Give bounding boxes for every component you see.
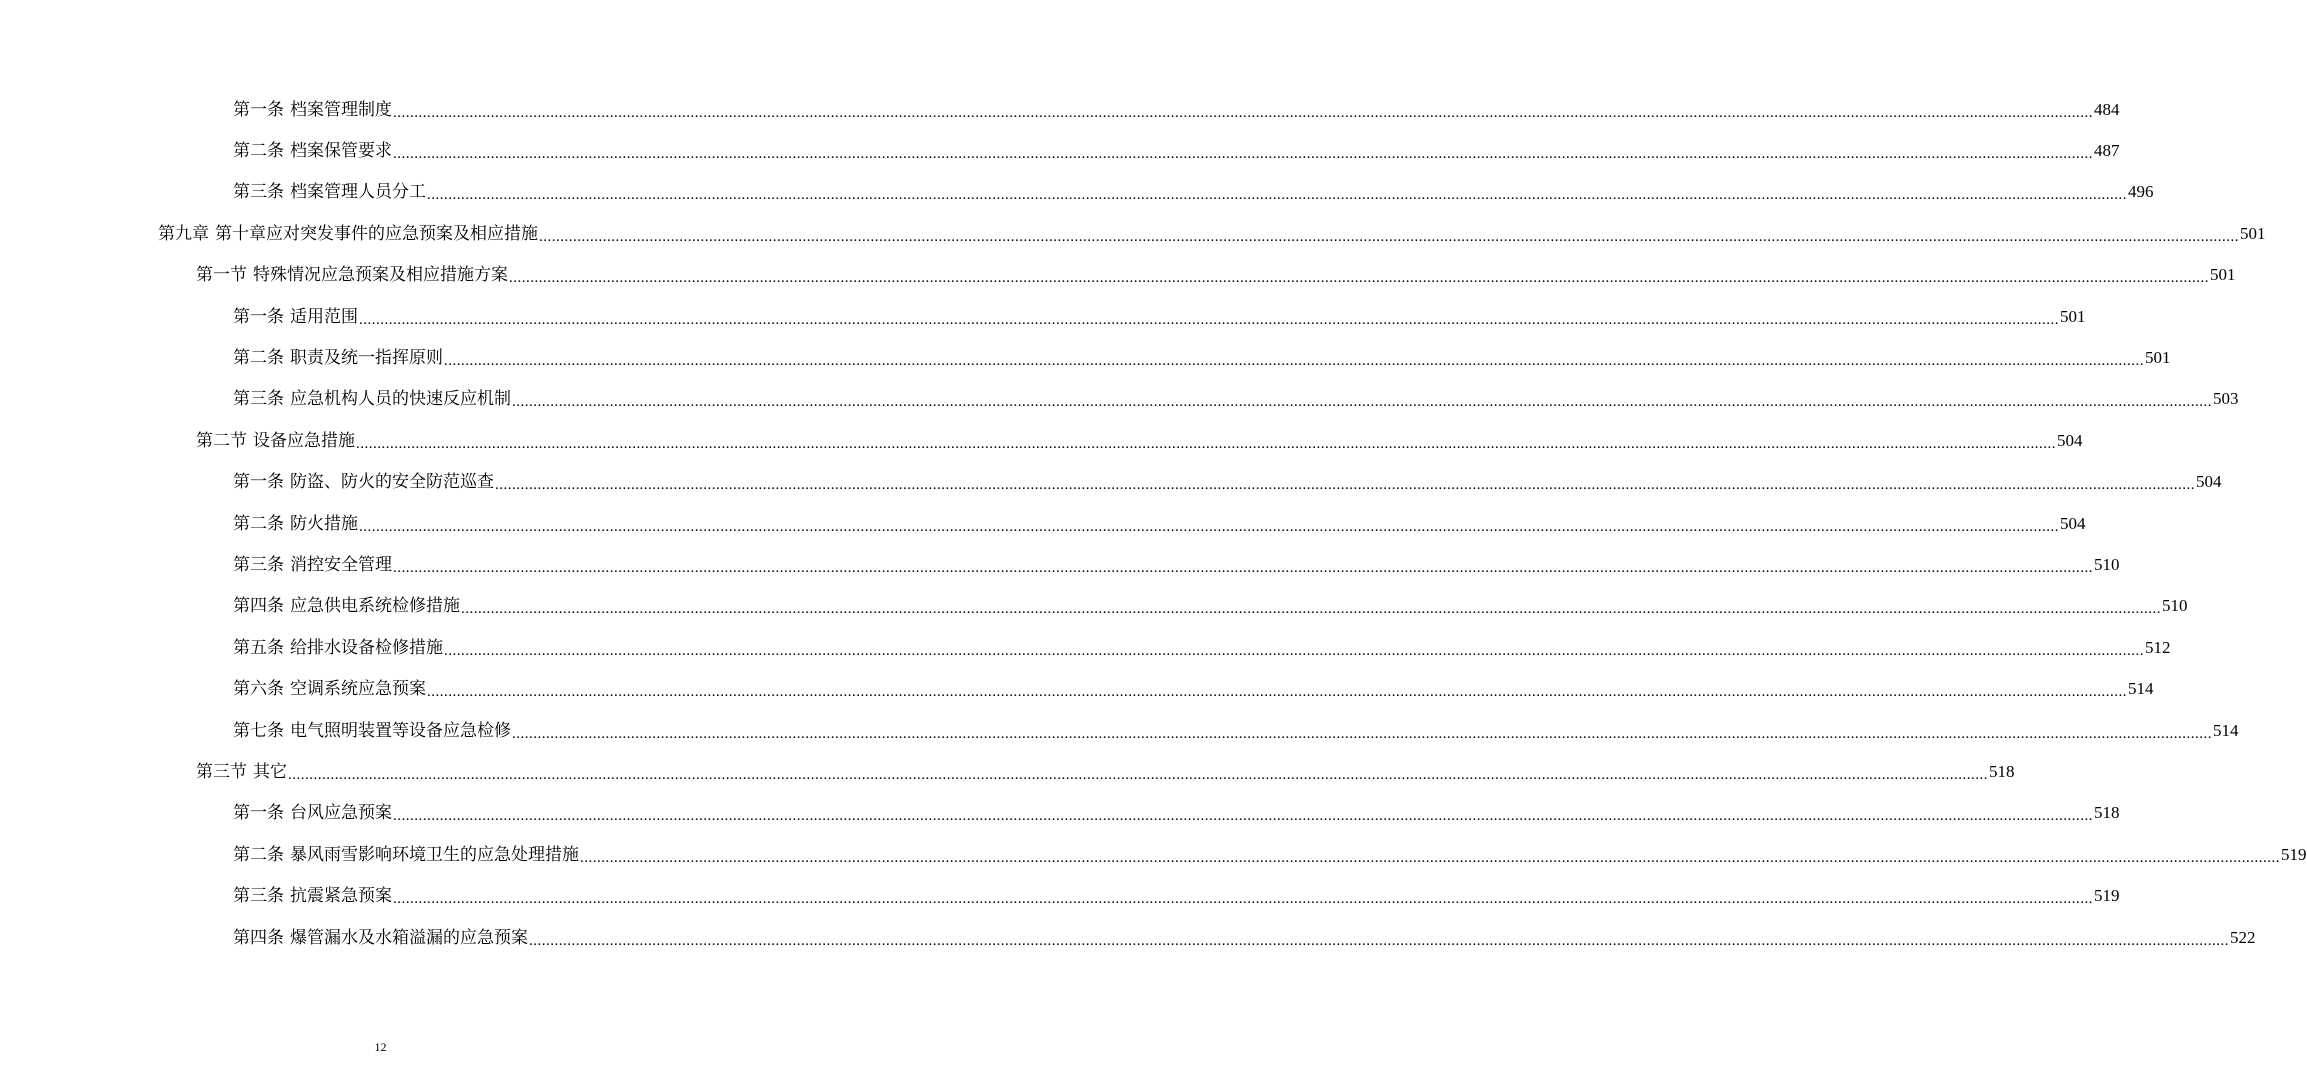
toc-entry[interactable] [0, 296, 2086, 337]
toc-entry-number: 第五条 [233, 637, 284, 658]
toc-entry-label [233, 512, 358, 536]
toc-entry-label [196, 263, 508, 287]
toc-entry-title: 档案保管要求 [290, 141, 392, 162]
toc-entry-page: 484 [2094, 99, 2120, 119]
toc-entry-title: 其它 [253, 761, 287, 782]
toc-entry[interactable] [0, 668, 2154, 709]
toc-entry[interactable] [0, 834, 2307, 875]
toc-entry-label [233, 719, 511, 743]
toc-entry-number: 第二节 [196, 430, 247, 451]
toc-entry-page: 522 [2230, 927, 2256, 947]
toc-entry-label [233, 884, 392, 908]
toc-dot-leader: ................................................................................................................................................................................................................................................................................................................................................................................................................ [393, 146, 2093, 163]
toc-dot-leader: ................................................................................................................................................................................................................................................................................................................................................................................................................ [393, 808, 2093, 825]
toc-entry[interactable] [0, 213, 2266, 254]
toc-entry[interactable] [0, 710, 2239, 751]
toc-entry-page: 514 [2128, 679, 2154, 699]
toc-entry-title: 防盗、防火的安全防范巡查 [290, 472, 494, 493]
toc-entry-label [233, 346, 443, 370]
toc-dot-leader: ................................................................................................................................................................................................................................................................................................................................................................................................................ [427, 187, 2127, 204]
toc-entry-number: 第二条 [233, 513, 284, 534]
toc-dot-leader: ................................................................................................................................................................................................................................................................................................................................................................................................................ [356, 435, 2056, 452]
toc-dot-leader: ................................................................................................................................................................................................................................................................................................................................................................................................................ [288, 766, 1988, 783]
toc-entry[interactable] [0, 130, 2120, 171]
toc-entry[interactable] [0, 379, 2239, 420]
toc-entry-title: 第十章应对突发事件的应急预案及相应措施 [215, 223, 538, 244]
toc-entry-number: 第二条 [233, 844, 284, 865]
toc-entry[interactable] [0, 627, 2171, 668]
toc-entry-label [233, 387, 511, 411]
toc-entry-label [233, 677, 426, 701]
toc-entry[interactable] [0, 172, 2154, 213]
toc-dot-leader: ................................................................................................................................................................................................................................................................................................................................................................................................................ [359, 311, 2059, 328]
table-of-contents [0, 89, 2307, 958]
toc-entry-title: 应急供电系统检修措施 [290, 596, 460, 617]
toc-entry-number: 第九章 [158, 223, 209, 244]
toc-entry-page: 518 [1989, 761, 2015, 781]
toc-dot-leader: ................................................................................................................................................................................................................................................................................................................................................................................................................ [461, 601, 2161, 618]
toc-entry-title: 档案管理人员分工 [290, 182, 426, 203]
toc-dot-leader: ................................................................................................................................................................................................................................................................................................................................................................................................................ [512, 394, 2212, 411]
toc-entry-label [233, 926, 528, 950]
toc-entry-title: 消控安全管理 [290, 554, 392, 575]
toc-entry[interactable] [0, 875, 2120, 916]
toc-entry-title: 爆管漏水及水箱溢漏的应急预案 [290, 927, 528, 948]
toc-entry-number: 第一节 [196, 265, 247, 286]
toc-entry-number: 第四条 [233, 596, 284, 617]
toc-dot-leader: ................................................................................................................................................................................................................................................................................................................................................................................................................ [393, 559, 2093, 576]
toc-dot-leader: ................................................................................................................................................................................................................................................................................................................................................................................................................ [512, 725, 2212, 742]
toc-entry-title: 档案管理制度 [290, 99, 392, 120]
toc-entry-title: 给排水设备检修措施 [290, 637, 443, 658]
toc-entry-title: 暴风雨雪影响环境卫生的应急处理措施 [290, 844, 579, 865]
toc-entry-page: 487 [2094, 141, 2120, 161]
toc-entry-label [233, 139, 392, 163]
toc-entry-title: 职责及统一指挥原则 [290, 348, 443, 369]
toc-dot-leader: ................................................................................................................................................................................................................................................................................................................................................................................................................ [393, 891, 2093, 908]
toc-entry-page: 512 [2145, 637, 2171, 657]
toc-entry-page: 496 [2128, 182, 2154, 202]
toc-dot-leader: ................................................................................................................................................................................................................................................................................................................................................................................................................ [444, 353, 2144, 370]
toc-dot-leader: ................................................................................................................................................................................................................................................................................................................................................................................................................ [580, 849, 2280, 866]
toc-dot-leader: ................................................................................................................................................................................................................................................................................................................................................................................................................ [529, 932, 2229, 949]
toc-entry-number: 第一条 [233, 472, 284, 493]
toc-entry-label [233, 470, 494, 494]
toc-entry-page: 504 [2057, 430, 2083, 450]
toc-dot-leader: ................................................................................................................................................................................................................................................................................................................................................................................................................ [427, 684, 2127, 701]
toc-entry-title: 设备应急措施 [253, 430, 355, 451]
toc-entry-number: 第四条 [233, 927, 284, 948]
toc-entry-number: 第二条 [233, 348, 284, 369]
toc-entry-number: 第一条 [233, 306, 284, 327]
toc-entry-title: 防火措施 [290, 513, 358, 534]
toc-entry-number: 第三节 [196, 761, 247, 782]
toc-entry[interactable] [0, 917, 2256, 958]
toc-entry-number: 第二条 [233, 141, 284, 162]
toc-entry-number: 第三条 [233, 886, 284, 907]
toc-dot-leader: ................................................................................................................................................................................................................................................................................................................................................................................................................ [495, 477, 2195, 494]
toc-entry-page: 510 [2094, 554, 2120, 574]
toc-entry-label [196, 760, 287, 784]
toc-entry-number: 第一条 [233, 99, 284, 120]
toc-entry-label [196, 429, 355, 453]
toc-entry-title: 适用范围 [290, 306, 358, 327]
toc-entry[interactable] [0, 337, 2171, 378]
toc-entry-page: 504 [2060, 513, 2086, 533]
toc-dot-leader: ................................................................................................................................................................................................................................................................................................................................................................................................................ [393, 104, 2093, 121]
toc-entry-title: 应急机构人员的快速反应机制 [290, 389, 511, 410]
toc-entry[interactable] [0, 586, 2188, 627]
toc-entry-page: 501 [2240, 223, 2266, 243]
toc-entry-page: 518 [2094, 803, 2120, 823]
page-number: 12 [374, 1040, 387, 1054]
toc-entry-label [158, 222, 538, 246]
toc-entry-number: 第一条 [233, 803, 284, 824]
toc-entry-label [233, 305, 358, 329]
toc-entry-title: 空调系统应急预案 [290, 679, 426, 700]
toc-entry-page: 510 [2162, 596, 2188, 616]
toc-entry-title: 抗震紧急预案 [290, 886, 392, 907]
toc-entry-label [233, 801, 392, 825]
toc-entry-page: 501 [2210, 265, 2236, 285]
toc-entry-page: 514 [2213, 720, 2239, 740]
toc-entry-label [233, 98, 392, 122]
toc-entry-title: 台风应急预案 [290, 803, 392, 824]
toc-entry-number: 第三条 [233, 182, 284, 203]
toc-entry-label [233, 594, 460, 618]
toc-entry-number: 第六条 [233, 679, 284, 700]
toc-entry-number: 第三条 [233, 389, 284, 410]
toc-dot-leader: ................................................................................................................................................................................................................................................................................................................................................................................................................ [444, 642, 2144, 659]
toc-entry[interactable] [0, 793, 2120, 834]
toc-entry-page: 504 [2196, 472, 2222, 492]
toc-entry[interactable] [0, 420, 2083, 461]
toc-entry[interactable] [0, 89, 2120, 130]
toc-entry-page: 503 [2213, 389, 2239, 409]
toc-dot-leader: ................................................................................................................................................................................................................................................................................................................................................................................................................ [539, 228, 2239, 245]
toc-entry-number: 第三条 [233, 554, 284, 575]
toc-entry-page: 519 [2094, 886, 2120, 906]
toc-dot-leader: ................................................................................................................................................................................................................................................................................................................................................................................................................ [359, 518, 2059, 535]
toc-entry-title: 电气照明装置等设备应急检修 [290, 720, 511, 741]
toc-entry-title: 特殊情况应急预案及相应措施方案 [253, 265, 508, 286]
toc-entry[interactable] [0, 751, 2015, 792]
toc-entry-page: 501 [2145, 348, 2171, 368]
toc-entry-label [233, 636, 443, 660]
toc-entry[interactable] [0, 255, 2236, 296]
toc-entry[interactable] [0, 503, 2086, 544]
toc-entry-label [233, 553, 392, 577]
toc-entry-number: 第七条 [233, 720, 284, 741]
toc-entry[interactable] [0, 462, 2222, 503]
toc-entry[interactable] [0, 544, 2120, 585]
toc-dot-leader: ................................................................................................................................................................................................................................................................................................................................................................................................................ [509, 270, 2209, 287]
toc-entry-page: 519 [2281, 844, 2307, 864]
toc-entry-label [233, 180, 426, 204]
toc-entry-page: 501 [2060, 306, 2086, 326]
toc-entry-label [233, 843, 579, 867]
